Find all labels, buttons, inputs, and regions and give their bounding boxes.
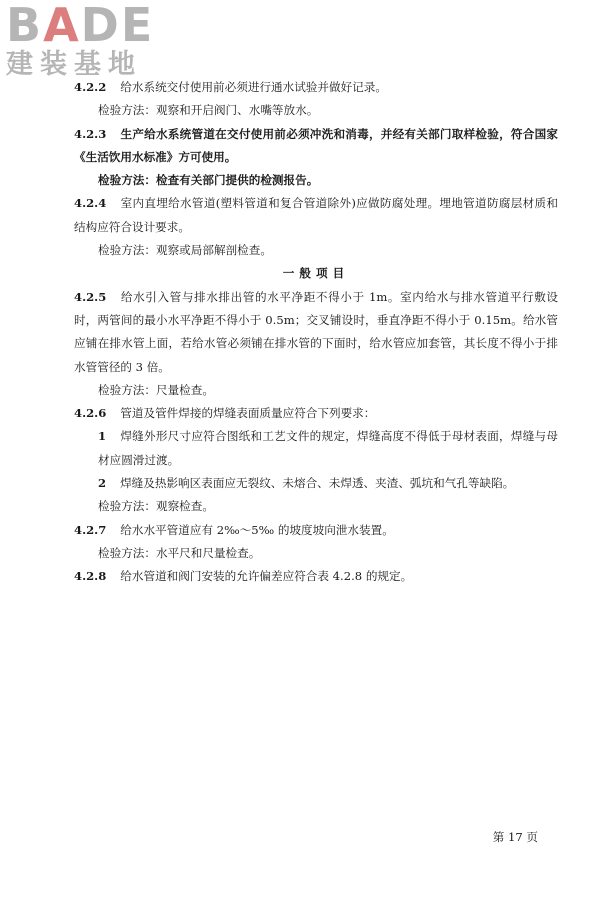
clause-text: 室内直埋给水管道(塑料管道和复合管道除外)应做防腐处理。埋地管道防腐层材质和结构应符合设计要求。 bbox=[74, 196, 558, 234]
clause-4-2-2 bbox=[74, 76, 558, 99]
clause-4-2-4 bbox=[74, 192, 558, 239]
clause-4-2-3 bbox=[74, 123, 558, 170]
document-body bbox=[74, 76, 558, 589]
inspection-method: 检验方法：检查有关部门提供的检测报告。 bbox=[98, 173, 319, 188]
clause-number: 4.2.2 bbox=[74, 80, 107, 94]
clause-number: 4.2.6 bbox=[74, 406, 107, 421]
item-number: 2 bbox=[98, 476, 107, 491]
clause-4-2-8 bbox=[74, 565, 558, 588]
clause-4-2-6 bbox=[74, 402, 558, 425]
item-text: 焊缝外形尺寸应符合图纸和工艺文件的规定，焊缝高度不得低于母材表面，焊缝与母材应圆滑过渡。 bbox=[98, 429, 558, 467]
clause-4-2-5 bbox=[74, 286, 558, 379]
clause-text: 给水系统交付使用前必须进行通水试验并做好记录。 bbox=[120, 80, 387, 94]
clause-4-2-7 bbox=[74, 519, 558, 542]
inspection-method: 检验方法：观察或局部解剖检查。 bbox=[98, 243, 272, 258]
clause-text: 管道及管件焊接的焊缝表面质量应符合下列要求： bbox=[120, 406, 376, 421]
inspection-method: 检验方法：观察检查。 bbox=[98, 499, 214, 514]
inspection-method: 检验方法：尺量检查。 bbox=[98, 382, 214, 397]
clause-number: 4.2.3 bbox=[74, 126, 107, 141]
clause-text: 给水水平管道应有 2‰～5‰ 的坡度坡向泄水装置。 bbox=[120, 522, 394, 537]
clause-text: 给水管道和阀门安装的允许偏差应符合表 4.2.8 的规定。 bbox=[120, 569, 413, 584]
clause-number: 4.2.5 bbox=[74, 289, 107, 304]
clause-text: 生产给水系统管道在交付使用前必须冲洗和消毒，并经有关部门取样检验，符合国家《生活饮用水标准》方可使用。 bbox=[74, 126, 558, 164]
item-number: 1 bbox=[98, 429, 107, 444]
section-heading-general-items: 一般项目 bbox=[282, 266, 350, 281]
item-text: 焊缝及热影响区表面应无裂纹、未熔合、未焊透、夹渣、弧坑和气孔等缺陷。 bbox=[120, 476, 515, 491]
watermark-subtitle: 建装基地 bbox=[6, 49, 142, 80]
bade-watermark-logo bbox=[6, 2, 154, 80]
clause-number: 4.2.7 bbox=[74, 522, 107, 537]
sub-item-1 bbox=[74, 425, 558, 472]
watermark-title: BADE bbox=[6, 0, 155, 52]
page-number: 第 17 页 bbox=[492, 830, 538, 844]
clause-number: 4.2.4 bbox=[74, 196, 107, 211]
clause-text: 给水引入管与排水排出管的水平净距不得小于 1m。室内给水与排水管道平行敷设时，两管间的最小水平净距不得小于 0.5m；交叉铺设时，垂直净距不得小于 0.15m。给水管应铺在排水管上面，若给水管必须铺在排水管的下面时，给水管应加套管，其长度不得小于排水管管径的 3 倍。 bbox=[74, 289, 558, 374]
inspection-method: 检验方法：观察和开启阀门、水嘴等放水。 bbox=[98, 103, 319, 118]
inspection-method: 检验方法：水平尺和尺量检查。 bbox=[98, 545, 261, 560]
sub-item-2 bbox=[74, 472, 558, 495]
clause-number: 4.2.8 bbox=[74, 569, 107, 584]
